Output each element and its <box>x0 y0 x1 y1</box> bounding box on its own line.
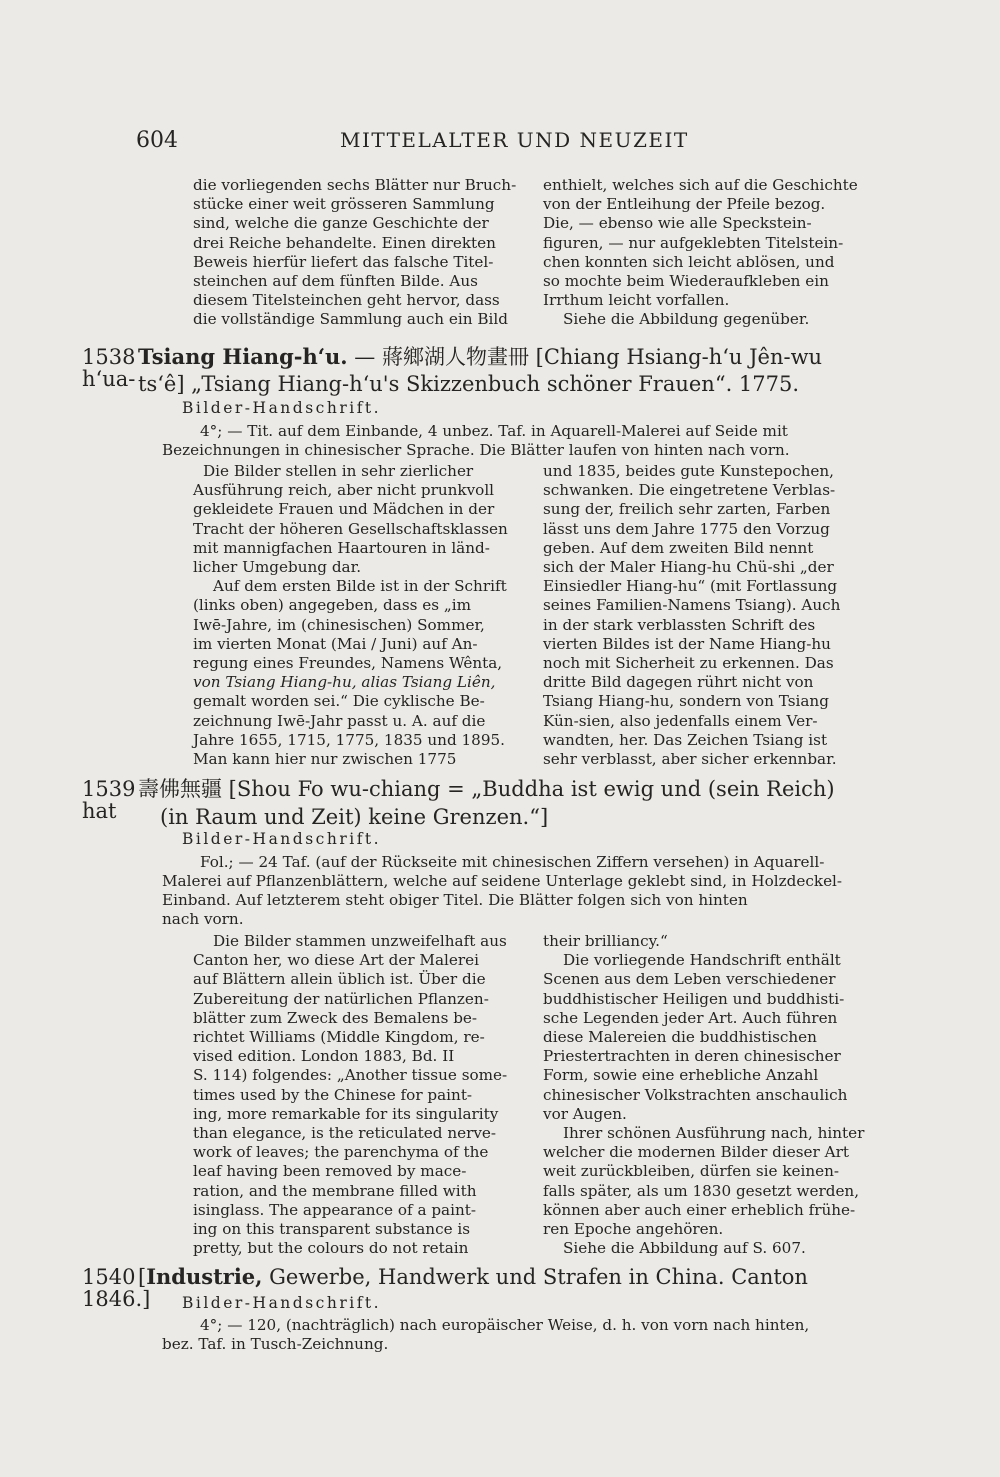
text-line: 4°; — Tit. auf dem Einbande, 4 unbez. Taf. in Aquarell-Malerei auf Seide mit <box>200 422 788 440</box>
entry-number: 1540 <box>82 1265 136 1289</box>
text-line: ing on this transparent substance is <box>193 1220 471 1239</box>
text-line: Ausführung reich, aber nicht prunkvoll <box>193 481 495 500</box>
entry-1538-subtitle: Bilder-Handschrift. <box>182 399 382 417</box>
text-line: work of leaves; the parenchyma of the <box>193 1143 489 1162</box>
text-line: (links oben) angegeben, dass es „im <box>193 596 471 615</box>
text-line: licher Umgebung dar. <box>193 558 362 577</box>
text-line: diesem Titelsteinchen geht hervor, dass <box>193 291 500 310</box>
text-line: stücke einer weit grösseren Sammlung <box>193 195 495 214</box>
text-line: Die vorliegende Handschrift enthält <box>563 951 841 970</box>
text-line: ration, and the membrane filled with <box>193 1181 477 1200</box>
text-line: steinchen auf dem fünften Bilde. Aus <box>193 272 478 291</box>
text-line: Man kann hier nur zwischen 1775 <box>193 750 457 769</box>
text-line: Die Bilder stammen unzweifelhaft aus <box>213 932 507 950</box>
title-transcription: [Shou Fo wu-chiang = „Buddha ist ewig und (sein Reich) hat <box>82 777 835 823</box>
entry-number: 1538 <box>82 345 136 369</box>
text-line: ing, more remarkable for its singularity <box>193 1104 499 1123</box>
text-line: Beweis hierfür liefert das falsche Titel- <box>193 252 494 271</box>
text-line: chinesischer Volkstrachten anschaulich <box>543 1085 848 1104</box>
text-line: drei Reiche behandelte. Einen direkten <box>193 233 496 252</box>
entry-number: 1539 <box>82 777 136 801</box>
text-line: 4°; — 120, (nachträglich) nach europäischer Weise, d. h. von vorn nach hinten, <box>200 1316 810 1334</box>
text-line: schwanken. Die eingetretene Verblas- <box>543 481 836 500</box>
page-number: 604 <box>136 128 178 153</box>
text-line: ren Epoche angehören. <box>543 1220 724 1239</box>
entry-author: Tsiang Hiang-hʻu. <box>138 344 348 369</box>
text-line: noch mit Sicherheit zu erkennen. Das <box>543 654 834 673</box>
entry-1539-title-line2: (in Raum und Zeit) keine Grenzen.“] <box>160 805 549 829</box>
text-line: Tsiang Hiang-hu, sondern von Tsiang <box>543 692 829 711</box>
text-line: buddhistischer Heiligen und buddhisti- <box>543 989 845 1008</box>
text-line: Malerei auf Pflanzenblättern, welche auf seidene Unterlage geklebt sind, in Holzdeckel- <box>162 872 843 890</box>
text-line: gekleidete Frauen und Mädchen in der <box>193 500 495 519</box>
text-line: richtet Williams (Middle Kingdom, re- <box>193 1028 485 1047</box>
text-line: bez. Taf. in Tusch-Zeichnung. <box>162 1335 389 1353</box>
text-line: lässt uns dem Jahre 1775 den Vorzug <box>543 519 830 538</box>
intro-left-column <box>193 176 520 330</box>
text-line: Fol.; — 24 Taf. (auf der Rückseite mit chinesischen Ziffern versehen) in Aquarell- <box>200 853 825 871</box>
text-line: seines Familien-Namens Tsiang). Auch <box>543 596 841 615</box>
text-line: zeichnung Iwē-Jahr passt u. A. auf die <box>193 711 486 730</box>
text-line: their brilliancy.“ <box>543 932 668 950</box>
text-line: so mochte beim Wiederaufkleben ein <box>543 272 829 291</box>
entry-1540-subtitle: Bilder-Handschrift. <box>182 1294 382 1312</box>
entry-1538-description <box>162 422 870 460</box>
text-line: Siehe die Abbildung auf S. 607. <box>563 1239 806 1258</box>
text-line: enthielt, welches sich auf die Geschichte <box>543 176 858 194</box>
text-line: blätter zum Zweck des Bemalens be- <box>193 1008 478 1027</box>
entry-1539-subtitle: Bilder-Handschrift. <box>182 830 382 848</box>
text-line: nach vorn. <box>162 910 244 928</box>
text-line: pretty, but the colours do not retain <box>193 1239 469 1258</box>
text-line: Die, — ebenso wie alle Speckstein- <box>543 214 812 233</box>
text-line: regung eines Freundes, Namens Wênta, <box>193 654 503 673</box>
text-line: dritte Bild dagegen rührt nicht von <box>543 673 814 692</box>
text-line: Einsiedler Hiang-hu“ (mit Fortlassung <box>543 577 838 596</box>
entry-1538-title-line2: tsʻê] „Tsiang Hiang-hʻu's Skizzenbuch schöner Frauen“. 1775. <box>138 372 800 396</box>
text-line: Die Bilder stellen in sehr zierlicher <box>203 462 474 480</box>
text-line: falls später, als um 1830 gesetzt werden, <box>543 1181 860 1200</box>
text-line: Ihrer schönen Ausführung nach, hinter <box>563 1124 865 1143</box>
entry-1539-description <box>162 853 870 929</box>
text-line: im vierten Monat (Mai / Juni) auf An- <box>193 634 478 653</box>
text-line: Jahre 1655, 1715, 1775, 1835 und 1895. <box>193 730 505 749</box>
text-line: Scenen aus dem Leben verschiedener <box>543 970 836 989</box>
text-line: Canton her, wo diese Art der Malerei <box>193 951 479 970</box>
title-bracket: [ <box>138 1265 147 1289</box>
text-line: Priestertrachten in deren chinesischer <box>543 1047 841 1066</box>
title-transcription: [Chiang Hsiang-hʻu Jên-wu hʻua- <box>82 345 823 391</box>
text-line: Zubereitung der natürlichen Pflanzen- <box>193 989 489 1008</box>
title-rest: Gewerbe, Handwerk und Strafen in China. Canton 1846.] <box>82 1265 808 1311</box>
text-line: Siehe die Abbildung gegenüber. <box>563 310 810 329</box>
running-title: MITTELALTER UND NEUZEIT <box>340 128 689 152</box>
text-line: isinglass. The appearance of a paint- <box>193 1200 476 1219</box>
text-line: sung der, freilich sehr zarten, Farben <box>543 500 831 519</box>
text-line: gemalt worden sei.“ Die cyklische Be- <box>193 692 485 711</box>
entry-1538-right-column <box>543 462 869 769</box>
text-line: können aber auch einer erheblich frühe- <box>543 1200 856 1219</box>
text-line: Tracht der höheren Gesellschaftsklassen <box>193 519 508 538</box>
text-line: sind, welche die ganze Geschichte der <box>193 214 489 233</box>
entry-1540-description <box>162 1316 870 1354</box>
text-line: Auf dem ersten Bilde ist in der Schrift <box>213 577 507 596</box>
text-line: diese Malereien die buddhistischen <box>543 1028 817 1047</box>
text-line: S. 114) folgendes: „Another tissue some- <box>193 1066 508 1085</box>
text-line: die vollständige Sammlung auch ein Bild <box>193 310 508 329</box>
text-line: geben. Auf dem zweiten Bild nennt <box>543 538 814 557</box>
entry-keyword: Industrie, <box>146 1264 263 1289</box>
title-dash: — <box>347 345 382 369</box>
text-line: than elegance, is the reticulated nerve- <box>193 1124 497 1143</box>
entry-1538-left-column <box>193 462 520 769</box>
text-line: chen konnten sich leicht ablösen, und <box>543 252 835 271</box>
text-line: vor Augen. <box>543 1104 627 1123</box>
text-line: Form, sowie eine erhebliche Anzahl <box>543 1066 819 1085</box>
text-line: welcher die modernen Bilder dieser Art <box>543 1143 849 1162</box>
chinese-title: 壽佛無疆 <box>138 777 222 801</box>
text-line: sche Legenden jeder Art. Auch führen <box>543 1008 838 1027</box>
text-line: Irrthum leicht vorfallen. <box>543 291 730 310</box>
text-line: Bezeichnungen in chinesischer Sprache. Die Blätter laufen von hinten nach vorn. <box>162 441 790 459</box>
text-line: times used by the Chinese for paint- <box>193 1085 473 1104</box>
text-line: und 1835, beides gute Kunstepochen, <box>543 462 834 480</box>
text-line: vierten Bildes ist der Name Hiang-hu <box>543 634 831 653</box>
text-line: auf Blättern allein üblich ist. Über die <box>193 970 486 989</box>
text-line: sehr verblasst, aber sicher erkennbar. <box>543 750 837 769</box>
text-line: die vorliegenden sechs Blätter nur Bruch- <box>193 176 517 194</box>
text-line: in der stark verblassten Schrift des <box>543 615 816 634</box>
text-line: von Tsiang Hiang-hu, alias Tsiang Liên, <box>193 673 496 692</box>
text-line: Einband. Auf letzterem steht obiger Titel. Die Blätter folgen sich von hinten <box>162 891 748 909</box>
text-line: figuren, — nur aufgeklebten Titelstein- <box>543 233 844 252</box>
text-line: sich der Maler Hiang-hu Chü-shi „der <box>543 558 834 577</box>
text-line: vised edition. London 1883, Bd. II <box>193 1047 455 1066</box>
text-line: wandten, her. Das Zeichen Tsiang ist <box>543 730 828 749</box>
text-line: weit zurückbleiben, dürfen sie keinen- <box>543 1162 840 1181</box>
entry-1539-right-column <box>543 932 869 1258</box>
text-line: leaf having been removed by mace- <box>193 1162 467 1181</box>
entry-1539-left-column <box>193 932 520 1258</box>
chinese-title: 蔣鄉湖人物畫冊 <box>381 345 529 369</box>
text-line: mit mannigfachen Haartouren in länd- <box>193 538 490 557</box>
text-line: von der Entleihung der Pfeile bezog. <box>543 195 826 214</box>
text-line: Kün-sien, also jedenfalls einem Ver- <box>543 711 818 730</box>
text-line: Iwē-Jahre, im (chinesischen) Sommer, <box>193 615 485 634</box>
intro-right-column <box>543 176 869 330</box>
